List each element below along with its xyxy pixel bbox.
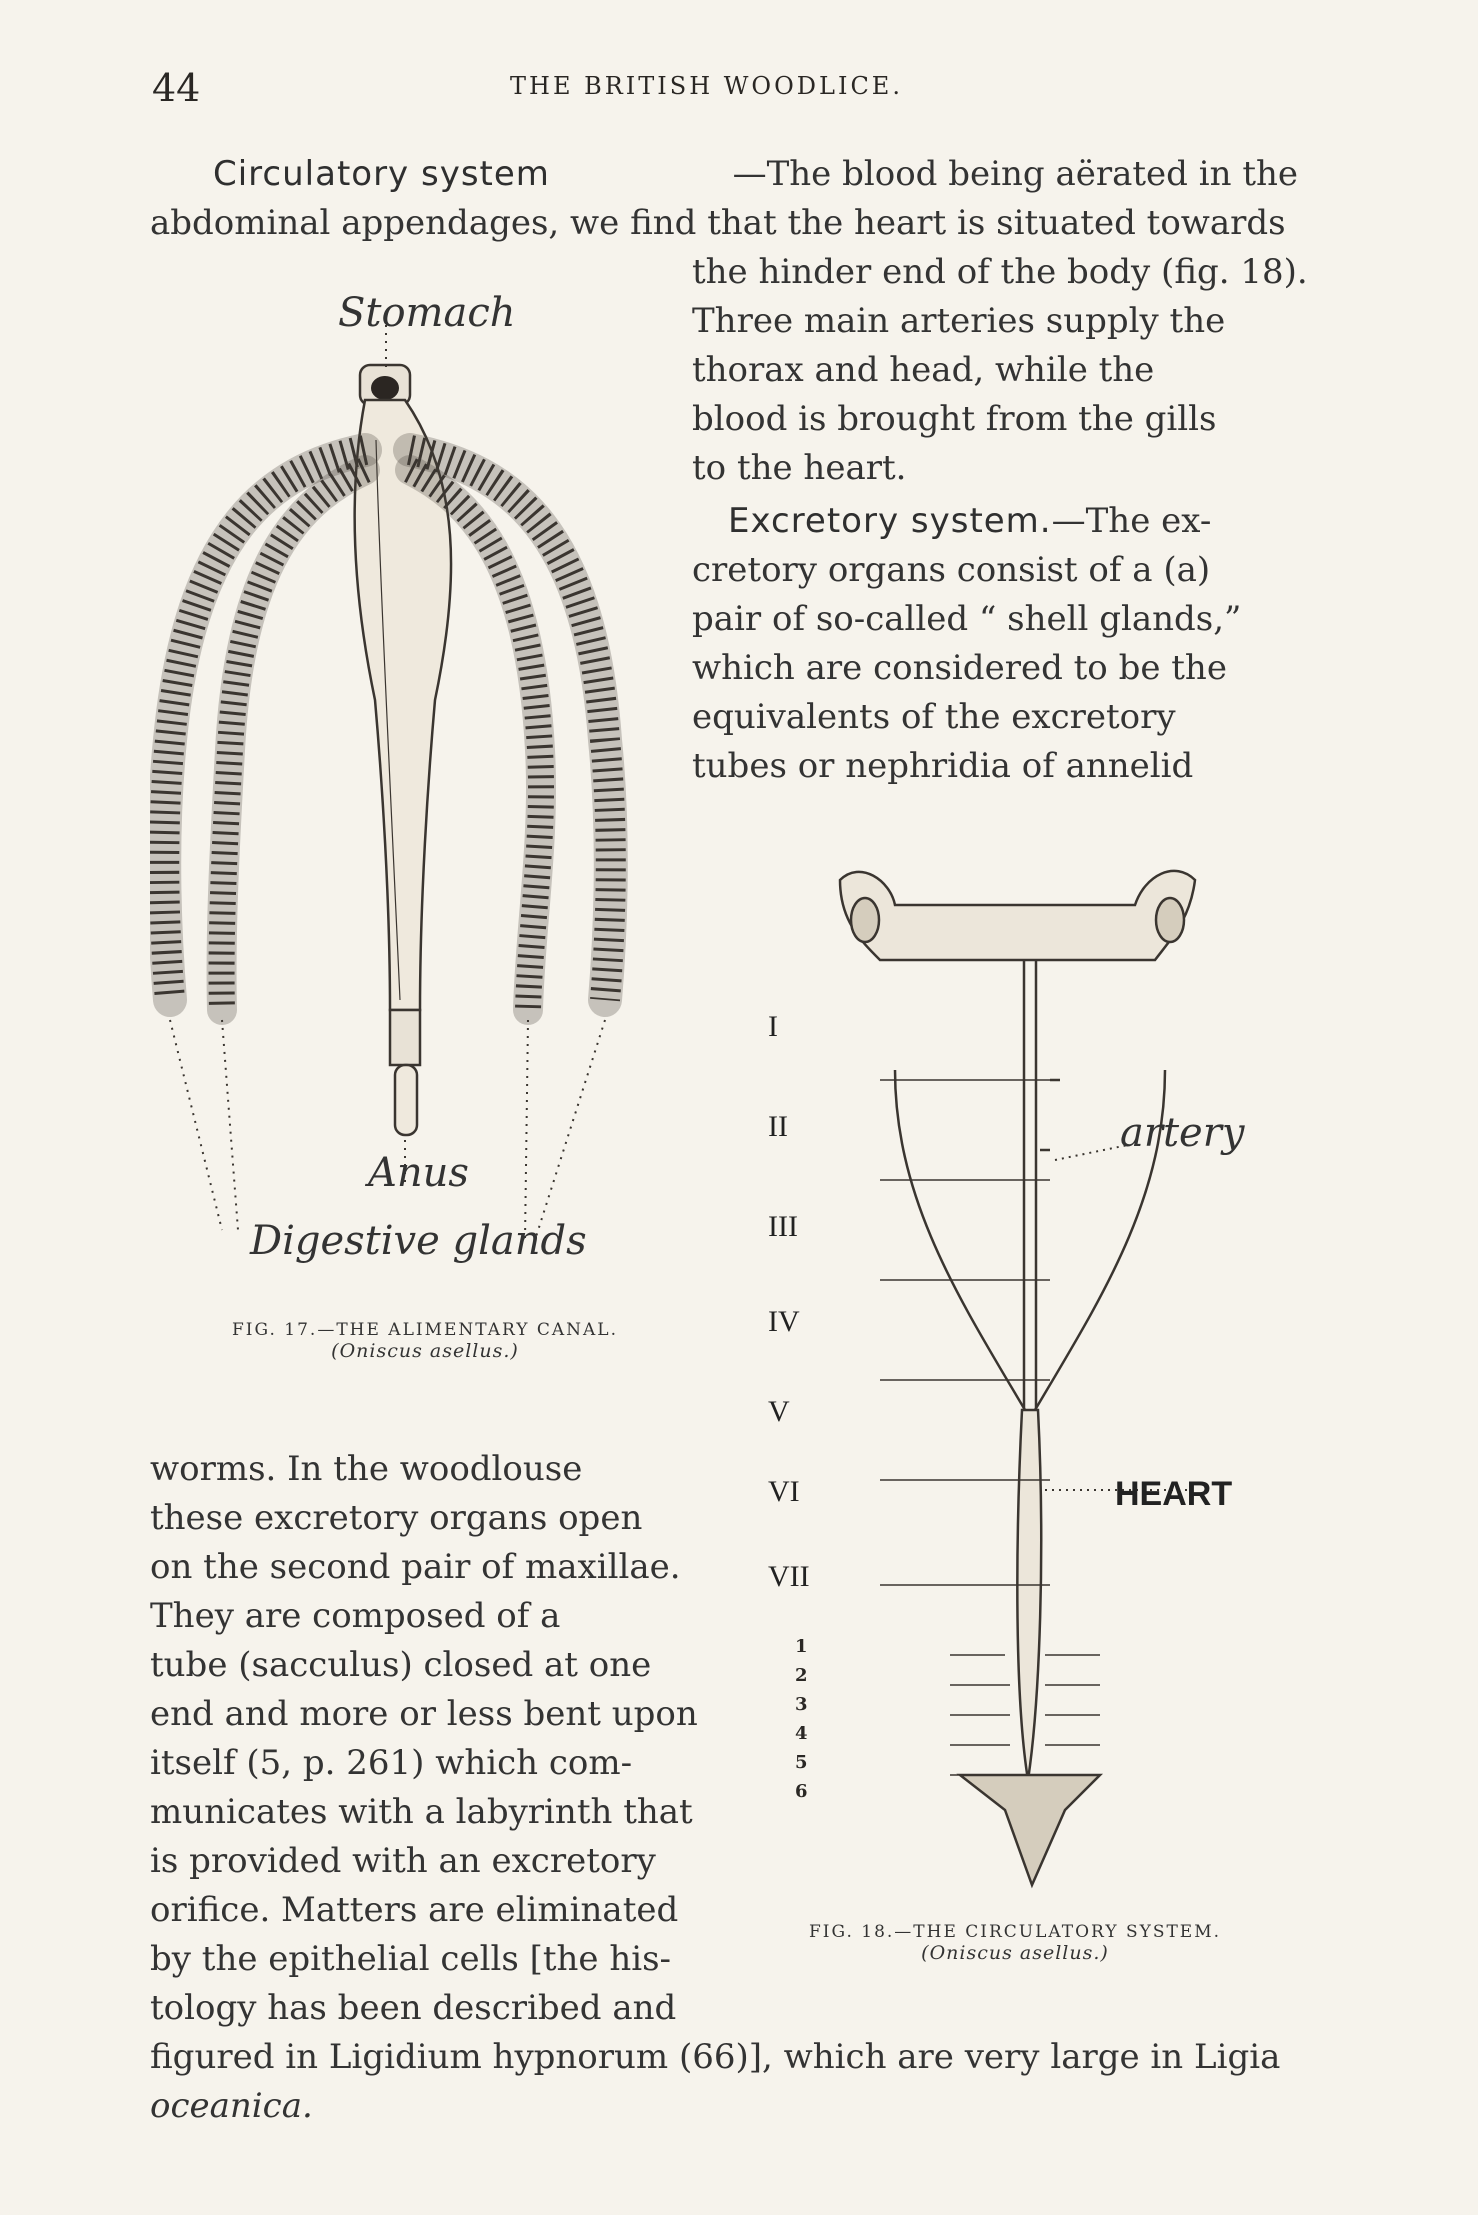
fig17-label-anus: Anus — [368, 1150, 469, 1196]
fig18-abdominal-labels — [795, 1632, 808, 1806]
para3-line: these excretory organs open — [150, 1498, 643, 1538]
fig18-abdominal-label: 6 — [795, 1781, 808, 1802]
para3-line: orifice. Matters are eliminated — [150, 1890, 679, 1930]
fig18-segment-label: I — [768, 1010, 778, 1043]
fig18-caption — [765, 1922, 1265, 1964]
fig18-segment-label: III — [768, 1210, 798, 1243]
running-title: THE BRITISH WOODLICE. — [510, 72, 903, 100]
para2-line: pair of so-called “ shell glands,” — [692, 599, 1242, 639]
fig17-label-stomach: Stomach — [338, 290, 516, 336]
fig18-circulatory-drawing — [800, 850, 1320, 1900]
fig18-segment-label: IV — [768, 1305, 800, 1338]
para3-column — [150, 1445, 698, 2033]
para3-line: tube (sacculus) closed at one — [150, 1645, 652, 1685]
fig17-caption — [165, 1320, 685, 1362]
para1-narrow-line: Three main arteries supply the — [692, 301, 1226, 341]
fig18-abdominal-label: 2 — [795, 1665, 808, 1686]
para3-full-line: figured in Ligidium hypnorum (66)], which are very large in Ligia — [150, 2037, 1281, 2077]
excretory-heading: Excretory system. — [728, 501, 1052, 541]
fig18-caption-line2: (Oniscus asellus.) — [921, 1942, 1109, 1964]
para3-line: tology has been described and — [150, 1988, 677, 2028]
fig18-caption-line1: FIG. 18.—THE CIRCULATORY SYSTEM. — [808, 1922, 1222, 1942]
para2-first-line — [728, 497, 1298, 546]
para1-narrow-line: the hinder end of the body (fig. 18). — [692, 252, 1308, 292]
para2-line: cretory organs consist of a (a) — [692, 550, 1211, 590]
fig17-alimentary-canal-drawing — [150, 280, 670, 1280]
fig18-label-heart: HEART — [1115, 1475, 1233, 1513]
para2-line: which are considered to be the — [692, 648, 1227, 688]
fig18-abdominal-label: 1 — [795, 1636, 808, 1657]
para2-heading-rest: —The ex- — [1051, 501, 1212, 541]
para2-line: tubes or nephridia of annelid — [692, 746, 1194, 786]
para1-narrow-column — [692, 248, 1308, 493]
fig18-segment-label: V — [768, 1395, 790, 1428]
para1-narrow-line: to the heart. — [692, 448, 907, 488]
fig17-label-digestive-glands: Digestive glands — [250, 1218, 587, 1264]
fig18-abdominal-label: 4 — [795, 1723, 808, 1744]
para3-line: They are composed of a — [150, 1596, 561, 1636]
para1-narrow-line: blood is brought from the gills — [692, 399, 1217, 439]
para3-line: worms. In the woodlouse — [150, 1449, 583, 1489]
fig17-caption-line1: FIG. 17.—THE ALIMENTARY CANAL. — [232, 1320, 618, 1340]
para3-line: municates with a labyrinth that — [150, 1792, 693, 1832]
para3-last-line: oceanica. — [150, 2086, 313, 2126]
para2-line: equivalents of the excretory — [692, 697, 1176, 737]
fig18-abdominal-label: 3 — [795, 1694, 808, 1715]
para3-line: itself (5, p. 261) which com- — [150, 1743, 633, 1783]
circulatory-heading: Circulatory system — [213, 154, 550, 194]
fig18-label-artery: artery — [1120, 1110, 1245, 1156]
para1-line1-rest: —The blood being aërated in the — [732, 154, 1298, 194]
page-number: 44 — [152, 66, 201, 110]
para3-line: is provided with an excretory — [150, 1841, 656, 1881]
para3-line: by the epithelial cells [the his- — [150, 1939, 672, 1979]
para3-line: on the second pair of maxillae. — [150, 1547, 681, 1587]
para1-narrow-line: thorax and head, while the — [692, 350, 1155, 390]
para1-line1 — [213, 150, 1298, 199]
fig18-segment-label: VI — [768, 1475, 800, 1508]
para3-line: end and more or less bent upon — [150, 1694, 698, 1734]
para1-line2: abdominal appendages, we find that the heart is situated towards — [150, 203, 1286, 243]
fig18-segment-label: II — [768, 1110, 788, 1143]
fig18-segment-label: VII — [768, 1560, 810, 1593]
fig17-caption-line2: (Oniscus asellus.) — [331, 1340, 519, 1362]
fig18-abdominal-label: 5 — [795, 1752, 808, 1773]
para2-column — [692, 546, 1298, 791]
